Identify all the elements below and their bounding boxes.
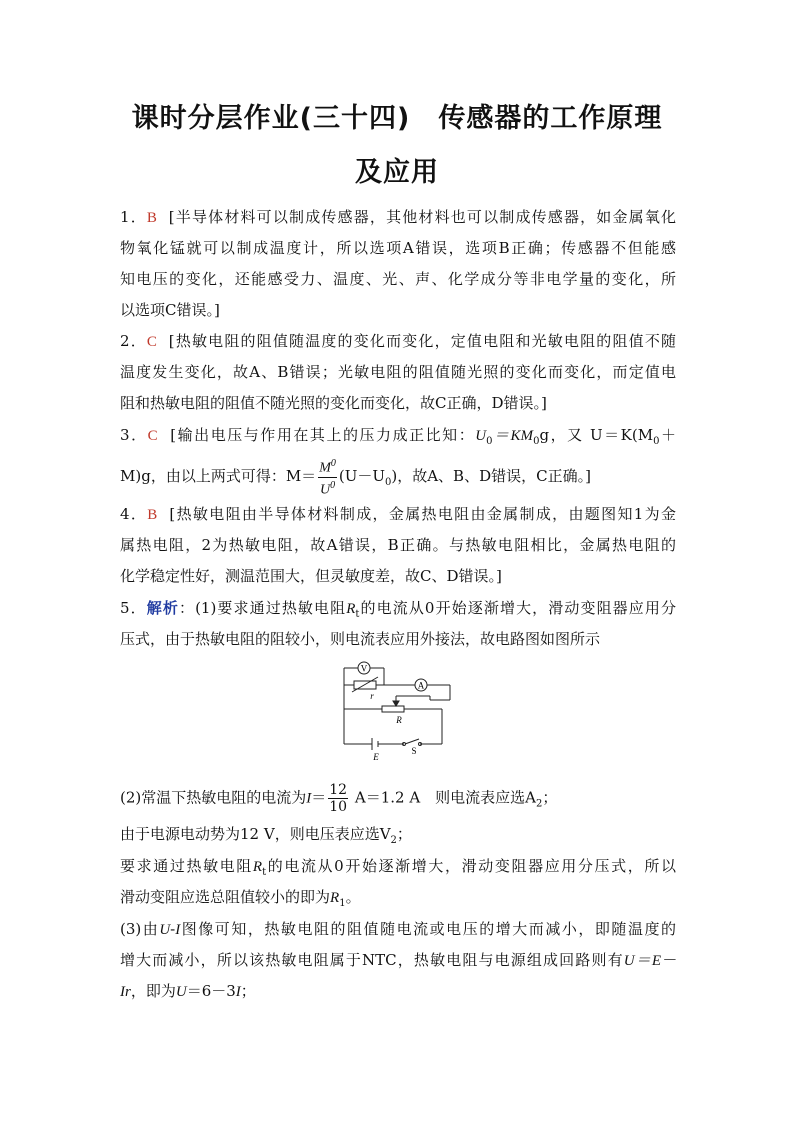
switch-label: S (411, 746, 417, 756)
circuit-diagram (338, 656, 454, 764)
q1-line-3: 知电压的变化，还能感受力、温度、光、声、化学成分等非电学量的变化，所 (120, 270, 676, 288)
battery-label: E (373, 752, 379, 762)
q1-line-1 (120, 206, 676, 227)
q1-number: 1． (120, 208, 147, 226)
q4-line-2: 属热电阻，2为热敏电阻，故A错误，B正确。与热敏电阻相比，金属热电阻的 (120, 536, 676, 554)
q5-p2-i: I (306, 790, 312, 807)
q5-p2-a-sub: 2 (536, 798, 543, 810)
q5-text-1: (1)要求通过热敏电阻 (195, 599, 347, 617)
q5-p8-i: I (235, 984, 241, 1000)
q3-fraction (318, 456, 337, 498)
q4-answer: B (147, 507, 158, 523)
q5-part2-line-2 (120, 823, 412, 846)
q3-km: ＝KM (492, 428, 534, 444)
q5-p5-r-sub: 1 (339, 898, 346, 909)
q3-text-5: )，故A、B、D错误，C正确。] (391, 467, 591, 486)
q1-answer: B (146, 210, 157, 226)
q5-p4-text-2: 的电流从0开始逐渐增大，滑动变阻器应用分压式，所以 (266, 857, 676, 875)
q5-p4-rt-sub: t (262, 867, 267, 878)
q5-number: 5． (120, 599, 147, 617)
q5-p6-i: I (175, 922, 181, 938)
q5-p8-ir: Ir (120, 984, 131, 1000)
q4-line-1 (120, 503, 676, 524)
page-title-continued: 及应用 (355, 157, 439, 188)
q5-part2-line-3 (120, 855, 676, 878)
q5-p3-text: 由于电源电动势为12 V，则电压表应选V (120, 825, 391, 843)
q5-label: 解析 (146, 599, 179, 617)
q5-part3-line-2 (120, 949, 676, 970)
q5-p2-frac-den: 10 (329, 799, 348, 815)
switch-blade (405, 739, 419, 744)
q3-text-3: M)g，由以上两式可得：M＝ (120, 467, 317, 486)
q5-p2-end: ； (542, 788, 558, 807)
q1-text-1: [半导体材料可以制成传感器，其他材料也可以制成传感器，如金属氧化 (168, 208, 676, 226)
q4-text-1: [热敏电阻由半导体材料制成，金属热电阻由金属制成，由题图知1为金 (169, 505, 676, 523)
q3-km-sub: 0 (533, 436, 540, 447)
q3-u-sub: 0 (486, 436, 493, 447)
rheostat-body (382, 706, 404, 712)
q5-p8-end: ； (240, 982, 256, 1000)
q5-p5-end: 。 (345, 888, 361, 906)
q3-u: U (475, 428, 487, 444)
q5-line-1: 5．解析：(1)要求通过热敏电阻$R_t$的电流从0开始逐渐增大，滑动变阻器应用分 (120, 599, 676, 620)
q1-line-2: 物氧化锰就可以制成温度计，所以选项A错误，选项B正确；传感器不但能感 (120, 239, 676, 257)
voltmeter-label: V (360, 663, 368, 674)
q5-text-2: 的电流从0开始逐渐增大，滑动变阻器应用分 (359, 599, 676, 617)
q2-line-3: 阻和热敏电阻的阻值不随光照的变化而变化，故C正确，D错误。] (120, 394, 547, 412)
q4-line-3: 化学稳定性好，测温范围大，但灵敏度差，故C、D错误。] (120, 567, 502, 585)
q5-p2-eq: ＝ (311, 788, 327, 807)
q3-m-sub: 0 (653, 436, 660, 447)
q5-p5-text: 滑动变阻应选总阻值较小的即为 (120, 888, 331, 906)
q3-frac-den-sup: 0 (330, 479, 336, 491)
q3-answer: C (147, 428, 158, 444)
q3-frac-num: M (319, 460, 331, 476)
rheostat-slider-arrow (393, 701, 399, 706)
q5-p2-result: A＝1.2 A 则电流表应选A (354, 788, 536, 807)
rheostat-label: R (396, 715, 402, 725)
q3-number: 3． (120, 426, 148, 444)
q2-line-2: 温度发生变化，故A、B错误；光敏电阻的阻值随光照的变化而变化，而定值电 (120, 363, 676, 381)
q5-p8-text: ，即为 (130, 982, 176, 1000)
q3-text-4: (U－U (338, 467, 385, 486)
q2-answer: C (146, 334, 157, 350)
q5-part3-line-1 (120, 918, 676, 939)
q2-number: 2． (120, 332, 147, 350)
q5-p3-end: ； (396, 825, 412, 843)
q3-text-2: g，又 U＝K(M (539, 426, 654, 444)
q5-p2-frac-num: 12 (329, 782, 348, 798)
thermistor-label: r (370, 691, 374, 701)
q2-line-1 (120, 330, 676, 351)
q3-text-1: [输出电压与作用在其上的压力成正比知： (170, 426, 476, 444)
q3-line-1 (120, 424, 676, 447)
q2-text-1: [热敏电阻的阻值随温度的变化而变化，定值电阻和光敏电阻的阻值不随 (168, 332, 676, 350)
q5-p2-fraction (328, 782, 348, 815)
q3-u0-sub: 0 (385, 477, 392, 489)
q5-p3-v-sub: 2 (390, 835, 397, 846)
q5-p7-eq: U＝E－ (623, 953, 676, 969)
q5-p8-eq: ＝6－3 (186, 982, 236, 1000)
q5-p2-text: (2)常温下热敏电阻的电流为 (120, 788, 307, 807)
q5-p4-text-1: 要求通过热敏电阻 (120, 857, 253, 875)
q5-p6-text-1: (3)由 (120, 920, 160, 938)
q3-frac-den: U (319, 482, 331, 498)
q1-line-4: 以选项C错误。] (120, 301, 220, 319)
ammeter-label: A (417, 680, 425, 691)
q5-p6-dash: - (170, 920, 176, 938)
q5-p6-text-2: 图像可知，热敏电阻的阻值随电流或电压的增大而减小，即随温度的 (180, 920, 676, 938)
q5-rt: R (346, 601, 356, 617)
q5-p7-text: 增大而减小，所以该热敏电阻属于NTC，热敏电阻与电源组成回路则有 (120, 951, 624, 969)
q5-part3-line-3 (120, 980, 256, 1001)
q5-rt-sub: t (355, 609, 360, 620)
q5-part2-line-4 (120, 886, 361, 909)
q3-frac-num-sup: 0 (330, 458, 336, 469)
q3-plus: ＋ (659, 426, 676, 444)
q5-p8-u: U (175, 984, 187, 1000)
q5-part2-line (120, 782, 557, 815)
q5-p5-r: R (330, 890, 340, 906)
q5-p4-rt: R (252, 859, 263, 875)
q5-p6-u: U (159, 922, 171, 938)
q4-number: 4． (120, 505, 148, 523)
q3-line-2 (120, 456, 591, 498)
q5-line-2: 压式，由于热敏电阻的阻较小，则电流表应用外接法，故电路图如图所示 (120, 630, 601, 648)
page-title: 课时分层作业(三十四) 传感器的工作原理 (131, 103, 663, 134)
